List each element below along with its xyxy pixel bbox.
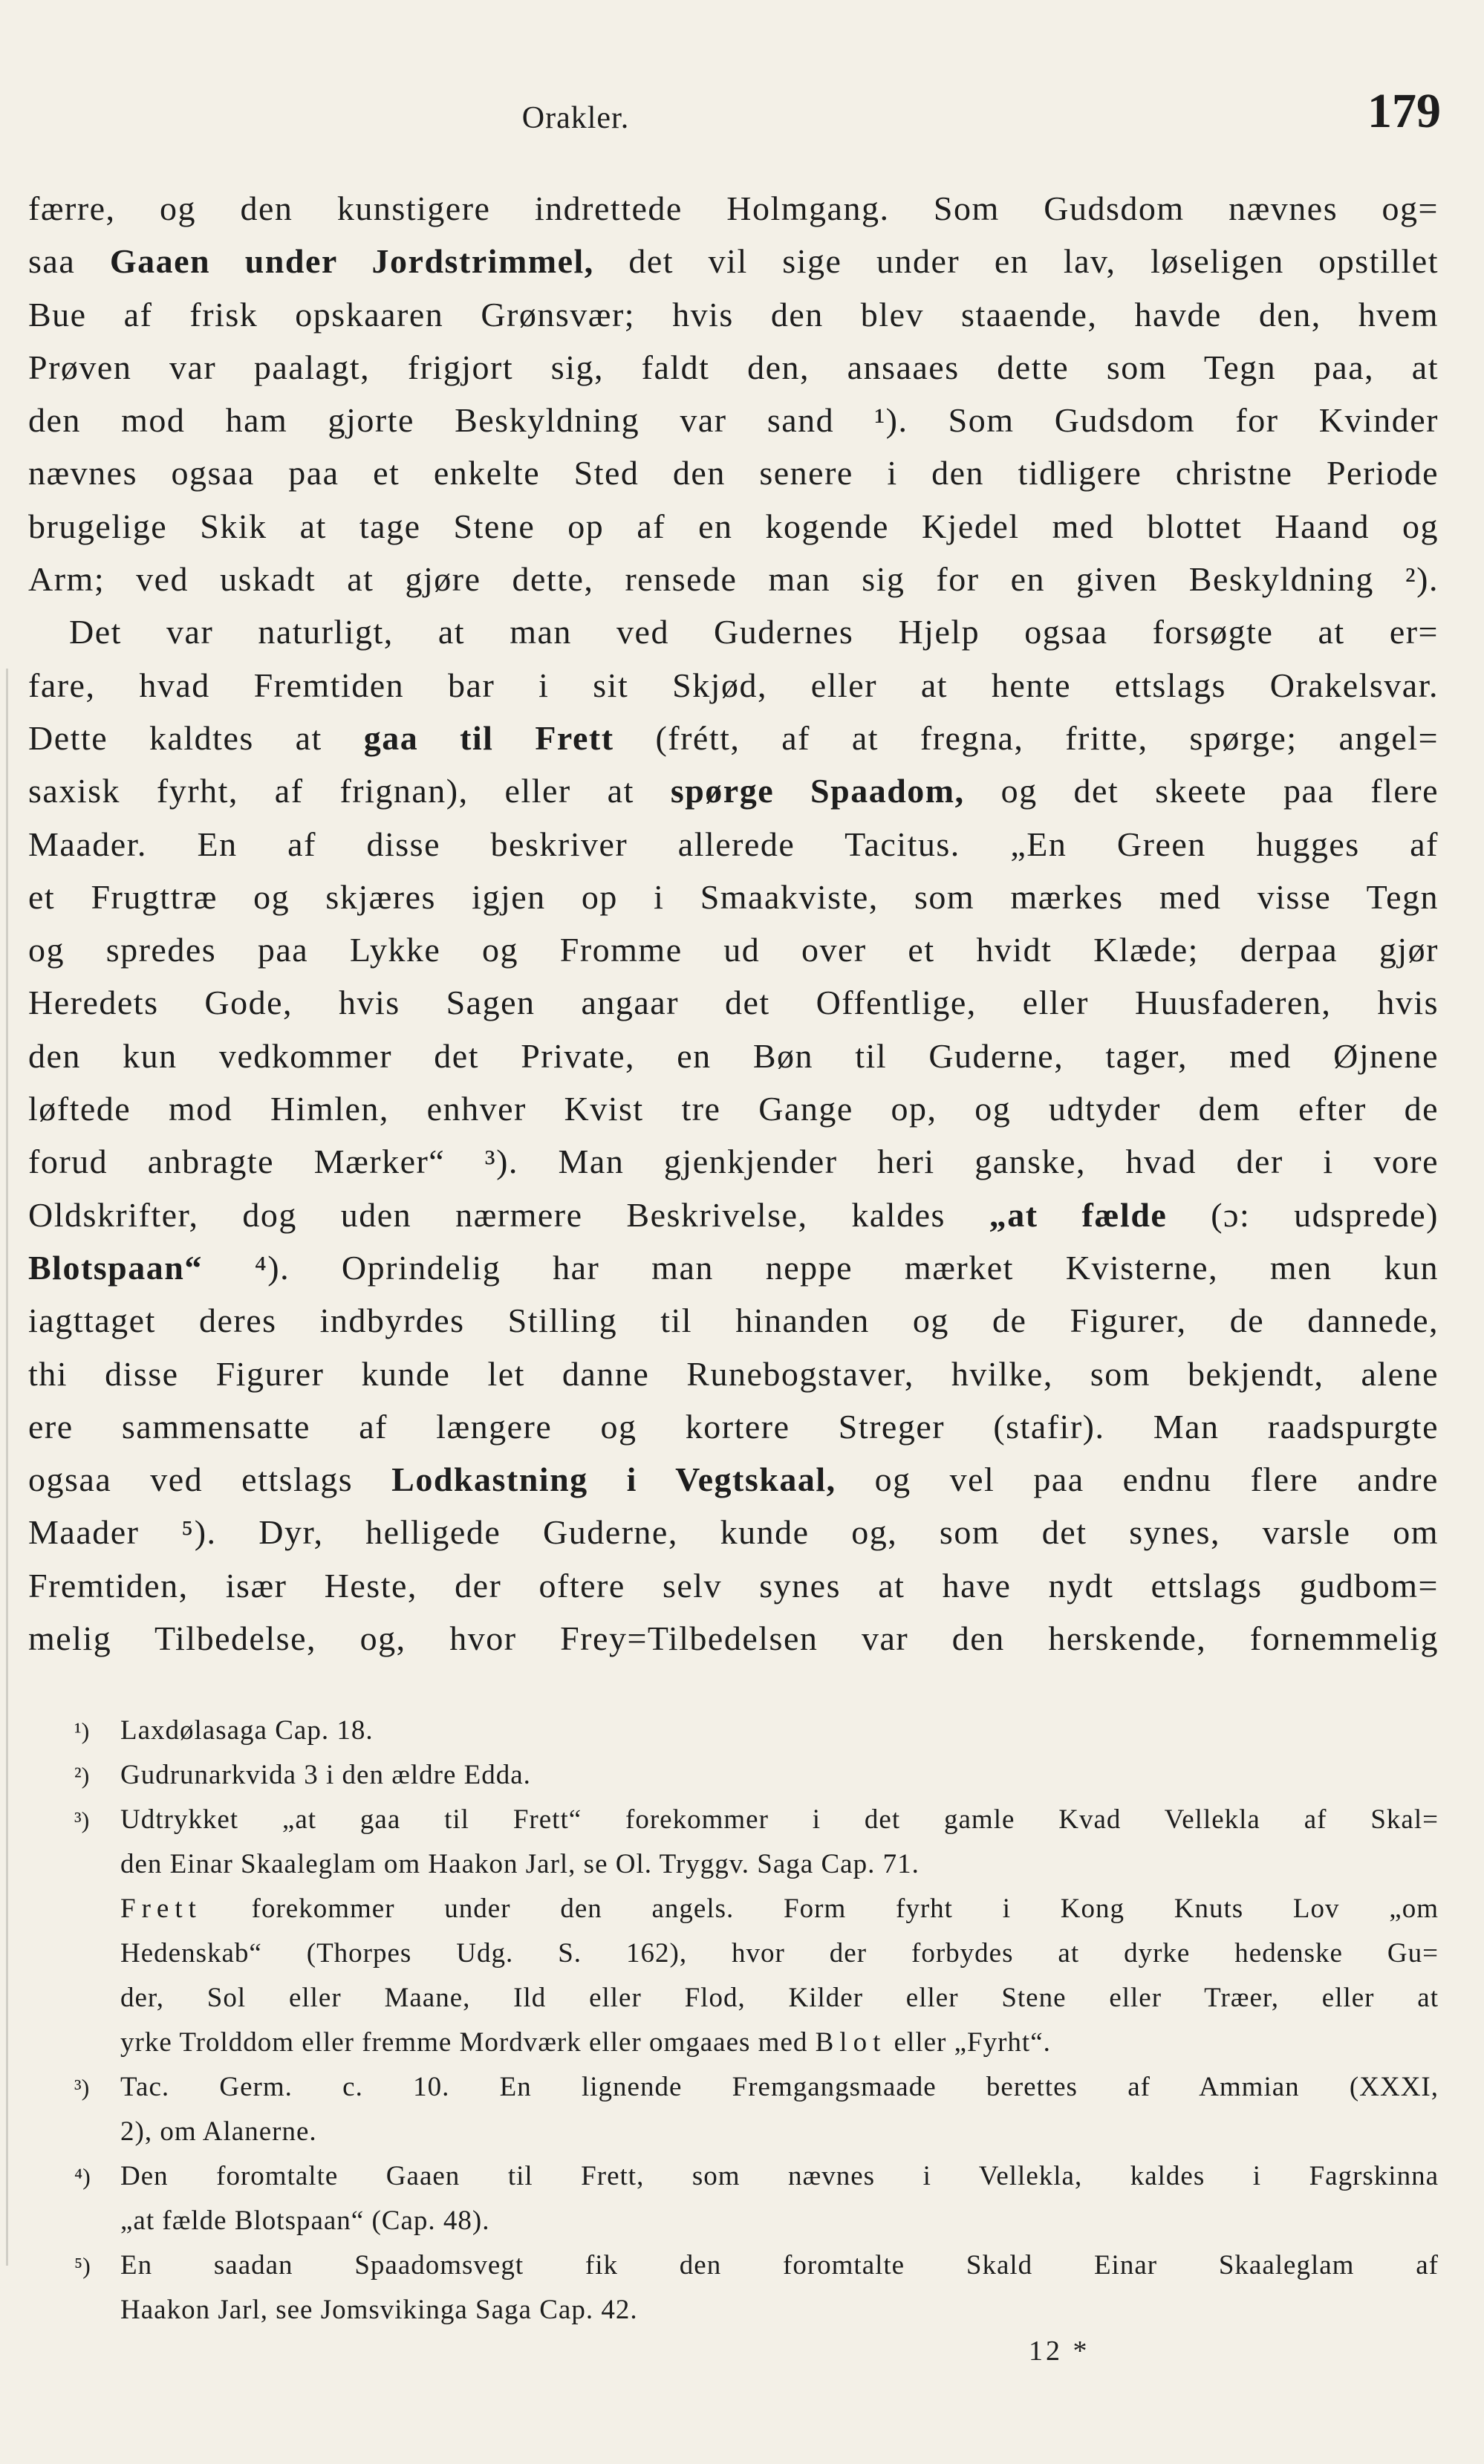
emphasized-text: „at fælde	[989, 1195, 1168, 1234]
text-line: Fremtiden, især Heste, der oftere selv synes at have nydt ettslags gudbom=	[28, 1566, 1439, 1605]
text-line: melig Tilbedelse, og, hvor Frey=Tilbedelsen var den herskende, fornemmelig	[28, 1619, 1439, 1658]
text-line	[28, 1453, 1439, 1506]
text-line: Heredets Gode, hvis Sagen angaar det Offentlige, eller Huusfaderen, hvis	[28, 984, 1439, 1022]
footnote-label: ³)	[74, 2074, 90, 2101]
footnote-line	[120, 2021, 1439, 2065]
text-segment: (frétt, af at fregna, fritte, spørge; angel=	[614, 718, 1439, 757]
footnotes	[74, 1709, 1439, 2333]
footnote	[74, 1798, 1439, 2065]
text-segment: yrke Trolddom eller fremme Mordværk eller omgaaes med	[120, 2027, 816, 2058]
footnote-label: ²)	[74, 1762, 90, 1789]
emphasized-text: spørge Spaadom,	[670, 772, 965, 810]
text-line: ere sammensatte af længere og kortere Streger (stafir). Man raadspurgte	[28, 1407, 1439, 1446]
text-line: den kun vedkommer det Private, en Bøn til Guderne, tager, med Øjnene	[28, 1036, 1439, 1075]
footnote-line: der, Sol eller Maane, Ild eller Flod, Kilder eller Stene eller Træer, eller at	[120, 1983, 1439, 2013]
text-line: thi disse Figurer kunde let danne Runebogstaver, hvilke, som bekjendt, alene	[28, 1354, 1439, 1393]
footnote-label: ⁵)	[74, 2252, 91, 2279]
text-segment: ogsaa ved ettslags	[28, 1460, 392, 1499]
text-segment: ⁴). Oprindelig har man neppe mærket Kvisterne, men kun	[202, 1248, 1439, 1287]
emphasized-text: Blotspaan“	[28, 1248, 203, 1287]
footnote	[74, 2154, 1439, 2243]
text-line: Maader. En af disse beskriver allerede Tacitus. „En Green hugges af	[28, 825, 1439, 863]
text-line: forud anbragte Mærker“ ³). Man gjenkjender heri ganske, hvad der i vore	[28, 1142, 1439, 1181]
footnote-label: ¹)	[74, 1717, 90, 1744]
running-title: Orakler.	[521, 101, 630, 135]
text-line	[28, 764, 1439, 817]
footnote-line: Tac. Germ. c. 10. En lignende Fremgangsmaade berettes af Ammian (XXXI,	[120, 2072, 1439, 2102]
text-line: Bue af frisk opskaaren Grønsvær; hvis den blev staaende, havde den, hvem	[28, 295, 1439, 334]
emphasized-text: Lodkastning i Vegtskaal,	[391, 1460, 836, 1499]
footnote-line: Haakon Jarl, see Jomsvikinga Saga Cap. 42.	[120, 2295, 638, 2325]
text-segment: (ɔ: udsprede)	[1167, 1195, 1439, 1234]
text-line: fare, hvad Fremtiden bar i sit Skjød, eller at hente ettslags Orakelsvar.	[28, 666, 1439, 704]
paragraph-first-line: Det var naturligt, at man ved Gudernes Hjelp ogsaa forsøgte at er=	[69, 613, 1439, 651]
emphasized-text: gaa til Frett	[363, 718, 614, 757]
footnote	[74, 1709, 1439, 1753]
text-line: nævnes ogsaa paa et enkelte Sted den senere i den tidligere christne Periode	[28, 454, 1439, 493]
text-line: iagttaget deres indbyrdes Stilling til hinanden og de Figurer, de dannede,	[28, 1301, 1439, 1340]
footnote-line: Gudrunarkvida 3 i den ældre Edda.	[120, 1760, 531, 1790]
main-text	[28, 182, 1439, 1665]
text-line: løftede mod Himlen, enhver Kvist tre Gange op, og udtyder dem efter de	[28, 1090, 1439, 1128]
text-segment: saxisk fyrht, af frignan), eller at	[28, 772, 671, 810]
footnote-line	[120, 1887, 1439, 1931]
spaced-text: Blot	[815, 2027, 887, 2058]
page-edge-line	[6, 669, 8, 2266]
text-line	[28, 1241, 1439, 1294]
footnote	[74, 2243, 1439, 2333]
footnote-line: Den foromtalte Gaaen til Frett, som nævnes i Vellekla, kaldes i Fagrskinna	[120, 2161, 1439, 2191]
text-segment: Dette kaldtes at	[28, 718, 364, 757]
text-line: brugelige Skik at tage Stene op af en kogende Kjedel med blottet Haand og	[28, 507, 1439, 545]
footnote	[74, 2065, 1439, 2154]
text-segment: saa	[28, 242, 110, 281]
footnote	[74, 1753, 1439, 1798]
footnote-label: ³)	[74, 1807, 90, 1833]
text-line	[28, 1189, 1439, 1241]
footnote-line: den Einar Skaaleglam om Haakon Jarl, se Ol. Tryggv. Saga Cap. 71.	[120, 1849, 920, 1879]
text-segment: det vil sige under en lav, løseligen opstillet	[593, 242, 1439, 281]
text-segment: Oldskrifter, dog uden nærmere Beskrivelse, kaldes	[28, 1195, 989, 1234]
text-line: færre, og den kunstigere indrettede Holmgang. Som Gudsdom nævnes og=	[28, 189, 1439, 227]
text-segment: og det skeete paa flere	[964, 772, 1439, 810]
text-line	[28, 712, 1439, 764]
text-line: et Frugttræ og skjæres igjen op i Smaakviste, som mærkes med visse Tegn	[28, 877, 1439, 916]
footnote-line: „at fælde Blotspaan“ (Cap. 48).	[120, 2205, 490, 2236]
footnote-line: Hedenskab“ (Thorpes Udg. S. 162), hvor der forbydes at dyrke hedenske Gu=	[120, 1938, 1439, 1969]
footnote-label: ⁴)	[74, 2163, 91, 2190]
footnote-line: Laxdølasaga Cap. 18.	[120, 1715, 374, 1746]
spaced-text: Frett	[120, 1893, 202, 1924]
footnote-line: Udtrykket „at gaa til Frett“ forekommer i det gamle Kvad Vellekla af Skal=	[120, 1804, 1439, 1835]
text-segment: og vel paa endnu flere andre	[836, 1460, 1439, 1499]
text-segment: forekommer under den angels. Form fyrht i Kong Knuts Lov „om	[201, 1893, 1439, 1924]
text-line: Arm; ved uskadt at gjøre dette, rensede man sig for en given Beskyldning ²).	[28, 560, 1439, 599]
text-line: Maader ⁵). Dyr, helligede Guderne, kunde og, som det synes, varsle om	[28, 1513, 1439, 1552]
signature-mark: 12 *	[1029, 2335, 1090, 2367]
text-line	[28, 235, 1439, 287]
emphasized-text: Gaaen under Jordstrimmel,	[109, 242, 594, 281]
text-line: og spredes paa Lykke og Fromme ud over et hvidt Klæde; derpaa gjør	[28, 931, 1439, 969]
text-line: Prøven var paalagt, frigjort sig, faldt den, ansaaes dette som Tegn paa, at	[28, 348, 1439, 386]
footnote-line: 2), om Alanerne.	[120, 2116, 317, 2147]
text-line: den mod ham gjorte Beskyldning var sand ¹). Som Gudsdom for Kvinder	[28, 401, 1439, 440]
text-segment: eller „Fyrht“.	[886, 2027, 1051, 2058]
page-number: 179	[1367, 84, 1441, 138]
footnote-line: En saadan Spaadomsvegt fik den foromtalte Skald Einar Skaaleglam af	[120, 2250, 1439, 2281]
